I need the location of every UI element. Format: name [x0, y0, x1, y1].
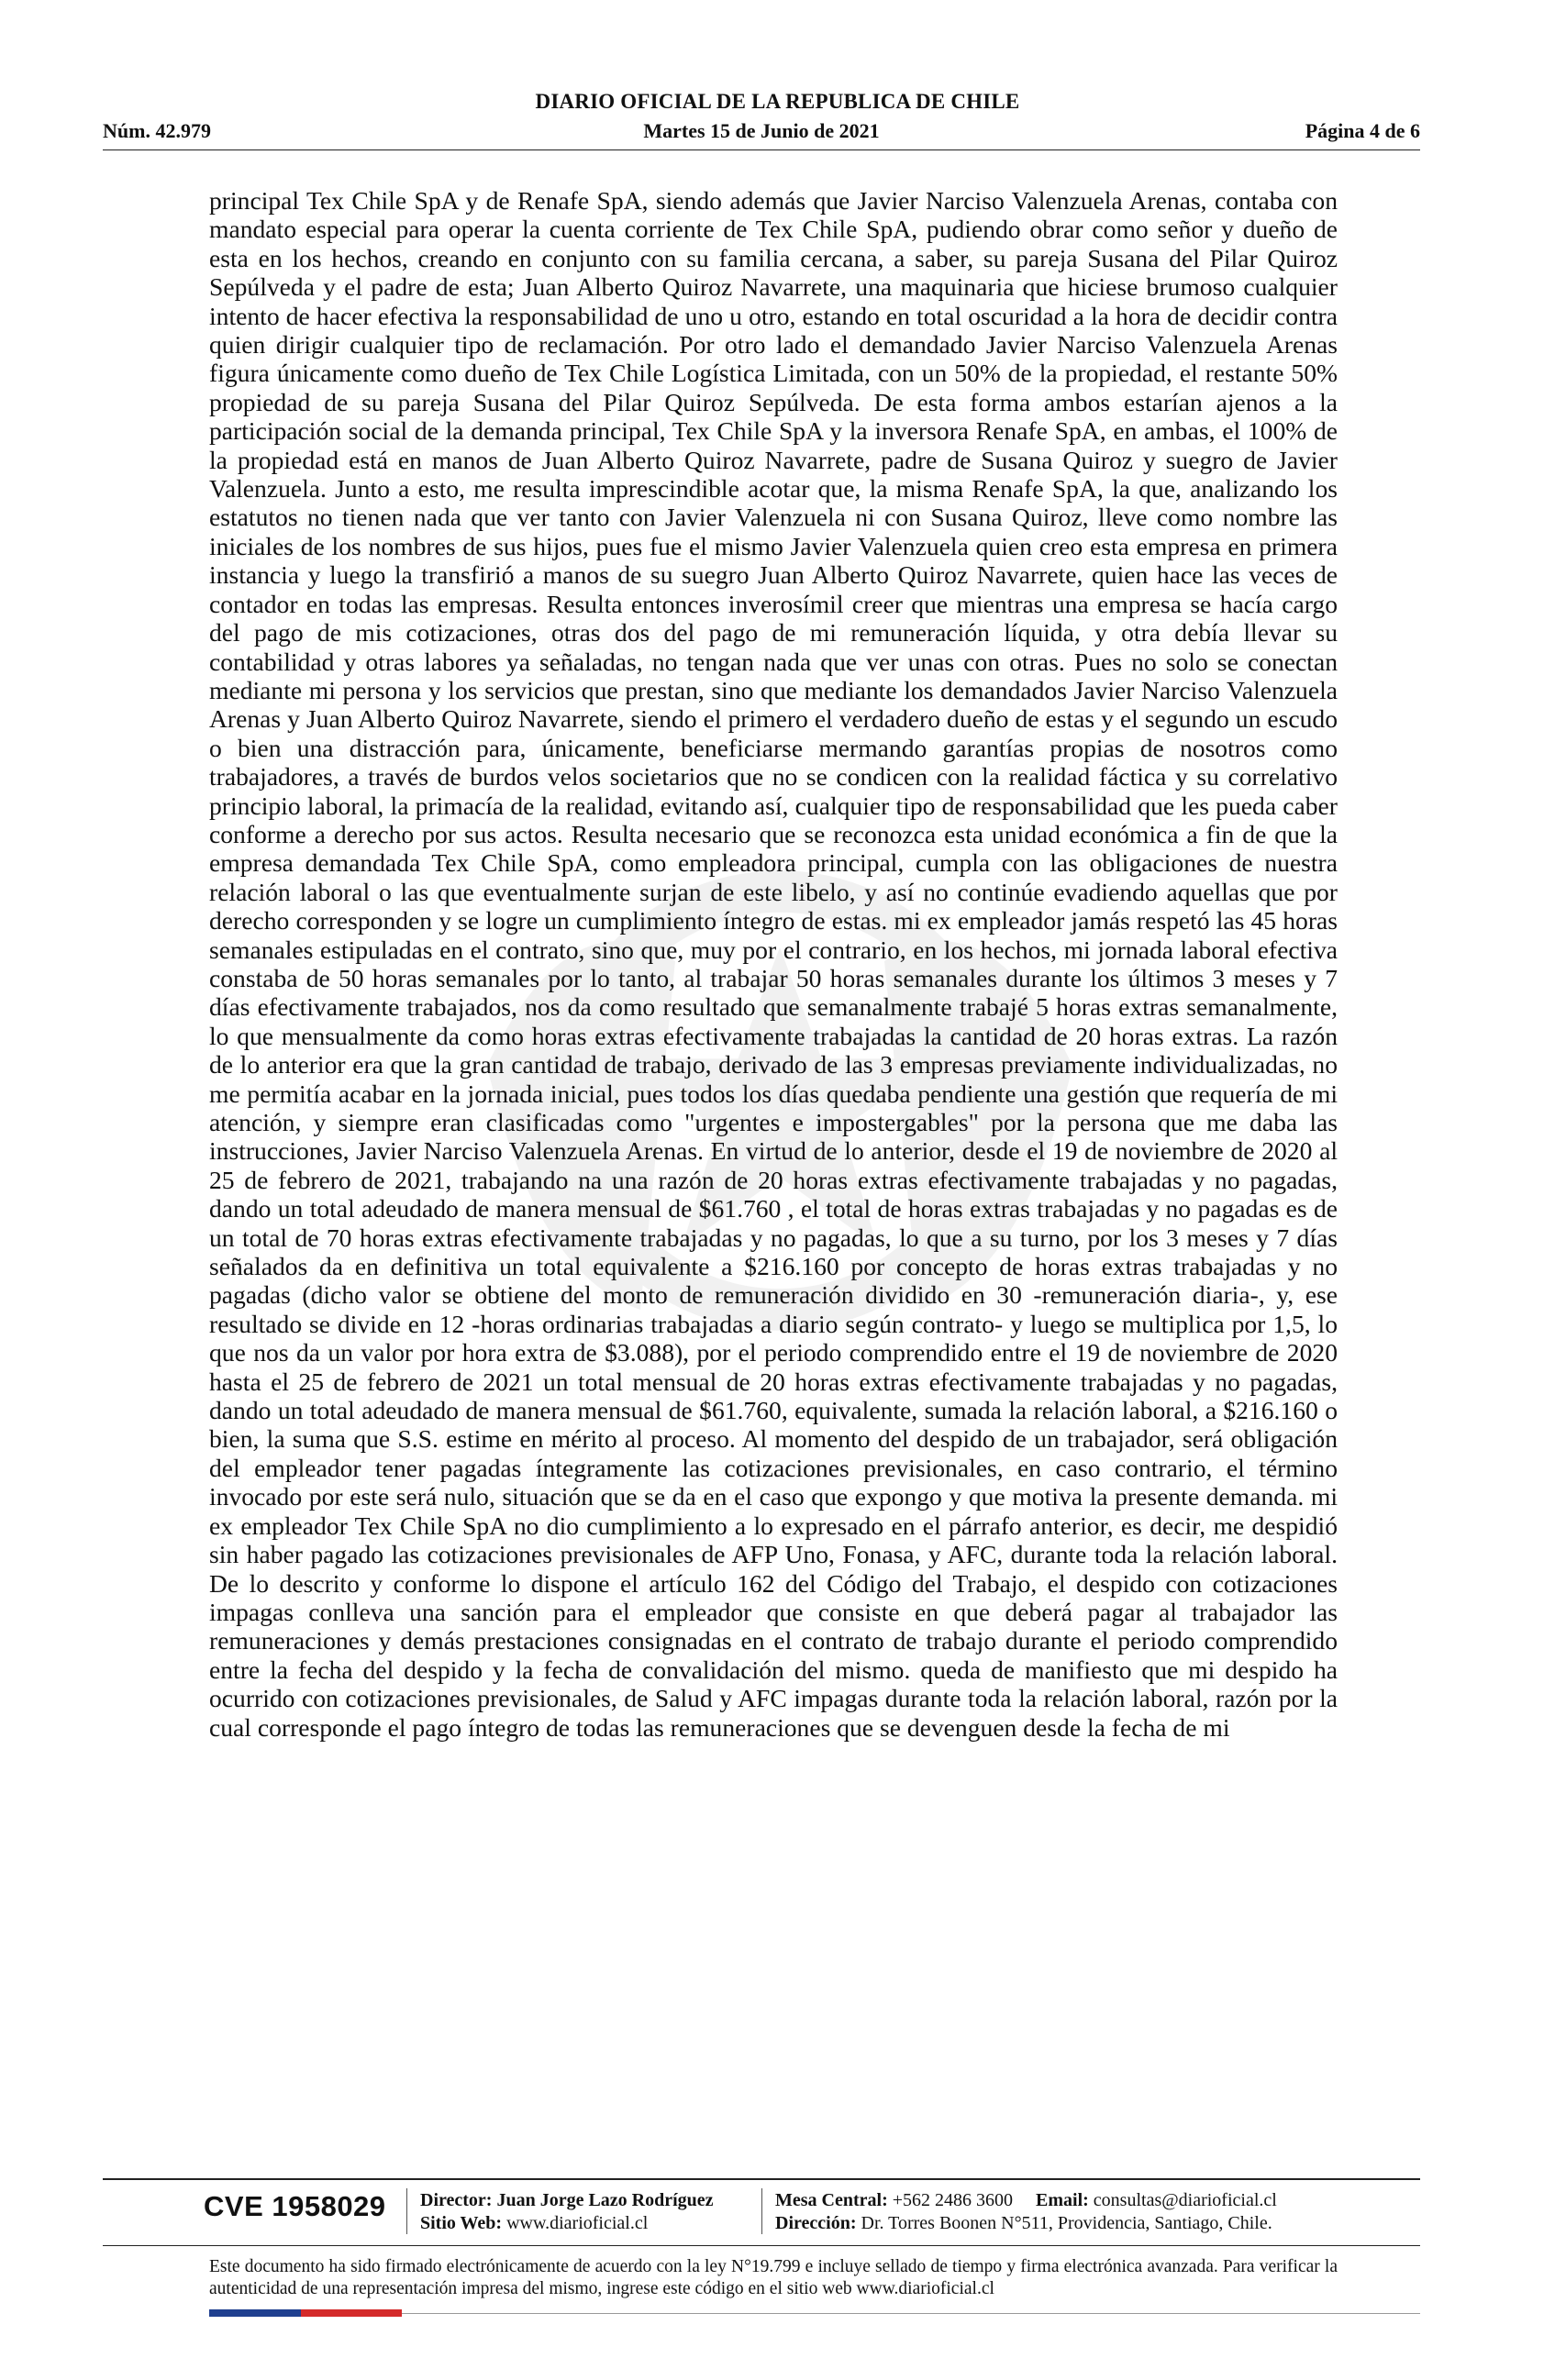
issue-number: Núm. 42.979	[103, 119, 211, 142]
website-label: Sitio Web:	[420, 2213, 503, 2233]
publication-title: DIARIO OFICIAL DE LA REPUBLICA DE CHILE	[535, 90, 1020, 113]
footer-separator	[761, 2188, 762, 2234]
document-body	[209, 186, 1338, 1742]
footer-director-block	[420, 2189, 714, 2235]
footer-divider-bottom	[402, 2313, 1420, 2314]
header-divider	[103, 149, 1420, 150]
email-link[interactable]: consultas@diarioficial.cl	[1093, 2190, 1277, 2210]
page-number: Página 4 de 6	[1305, 119, 1420, 142]
footer-divider-middle	[103, 2245, 1420, 2246]
phone-number: +562 2486 3600	[892, 2190, 1014, 2210]
body-paragraph: principal Tex Chile SpA y de Renafe SpA, siendo además que Javier Narciso Valenzuela Arenas, contaba con mandato especial para operar la cuenta corriente de Tex Chile SpA, pudiendo obrar como señor y dueño de esta en los hechos, creando en conjunto con su familia cercana, a saber, su pareja Susana del Pilar Quiroz Sepúlveda y el padre de esta; Juan Alberto Quiroz Navarrete, una maquinaria que hiciese brumoso cualquier intento de hacer efectiva la responsabilidad de uno u otro, estando en total oscuridad a la hora de decidir contra quien dirigir cualquier tipo de reclamación. Por otro lado el demandado Javier Narciso Valenzuela Arenas figura únicamente como dueño de Tex Chile Logística Limitada, con un 50% de la propiedad, el restante 50% propiedad de su pareja Susana del Pilar Quiroz Sepúlveda. De esta forma ambos estarían ajenos a la participación social de la demanda principal, Tex Chile SpA y la inversora Renafe SpA, en ambas, el 100% de la propiedad está en manos de Juan Alberto Quiroz Navarrete, padre de Susana Quiroz y suegro de Javier Valenzuela. Junto a esto, me resulta imprescindible acotar que, la misma Renafe SpA, la que, analizando los estatutos no tienen nada que ver tanto con Javier Valenzuela ni con Susana Quiroz, lleve como nombre las iniciales de los nombres de sus hijos, pues fue el mismo Javier Valenzuela quien creo esta empresa en primera instancia y luego la transfirió a manos de su suegro Juan Alberto Quiroz Navarrete, quien hace las veces de contador en todas las empresas. Resulta entonces inverosímil creer que mientras una empresa se hacía cargo del pago de mis cotizaciones, otras dos del pago de mi remuneración líquida, y otra debía llevar su contabilidad y otras labores ya señaladas, no tengan nada que ver unas con otras. Pues no solo se conectan mediante mi persona y los servicios que prestan, sino que mediante los demandados Javier Narciso Valenzuela Arenas y Juan Alberto Quiroz Navarrete, siendo el primero el verdadero dueño de estas y el segundo un escudo o bien una distracción para, únicamente, beneficiarse mermando garantías propias de nosotros como trabajadores, a través de burdos velos societarios que no se condicen con la realidad fáctica y su correlativo principio laboral, la primacía de la realidad, evitando así, cualquier tipo de responsabilidad que les pueda caber conforme a derecho por sus actos. Resulta necesario que se reconozca esta unidad económica a fin de que la empresa demandada Tex Chile SpA, como empleadora principal, cumpla con las obligaciones de nuestra relación laboral o las que eventualmente surjan de este libelo, y así no continúe evadiendo aquellas que por derecho corresponden y se logre un cumplimiento íntegro de estas. mi ex empleador jamás respetó las 45 horas semanales estipuladas en el contrato, sino que, muy por el contrario, en los hechos, mi jornada laboral efectiva constaba de 50 horas semanales por lo tanto, al trabajar 50 horas semanales durante los últimos 3 meses y 7 días efectivamente trabajados, nos da como resultado que semanalmente trabajé 5 horas extras semanalmente, lo que mensualmente da como horas extras efectivamente trabajadas la cantidad de 20 horas extras. La razón de lo anterior era que la gran cantidad de trabajo, derivado de las 3 empresas previamente individualizadas, no me permitía acabar en la jornada inicial, pues todos los días quedaba pendiente una gestión que requería de mi atención, y siempre eran clasificadas como "urgentes e impostergables" por la persona que me daba las instrucciones, Javier Narciso Valenzuela Arenas. En virtud de lo anterior, desde el 19 de noviembre de 2020 al 25 de febrero de 2021, trabajando na una razón de 20 horas extras efectivamente trabajadas y no pagadas, dando un total adeudado de manera mensual de $61.760 , el total de horas extras trabajadas y no pagadas es de un total de 70 horas extras efectivamente trabajadas y no pagadas, lo que a su turno, por los 3 meses y 7 días señalados da en definitiva un total equivalente a $216.160 por concepto de horas extras trabajadas y no pagadas (dicho valor se obtiene del monto de remuneración dividido en 30 -remuneración diaria-, y, ese resultado se divide en 12 -horas ordinarias trabajadas a diario según contrato- y luego se multiplica por 1,5, lo que nos da un valor por hora extra de $3.088), por el periodo comprendido entre el 19 de noviembre de 2020 hasta el 25 de febrero de 2021 un total mensual de 20 horas extras efectivamente trabajadas y no pagadas, dando un total adeudado de manera mensual de $61.760, equivalente, sumada la relación laboral, a $216.160 o bien, la suma que S.S. estime en mérito al proceso. Al momento del despido de un trabajador, será obligación del empleador tener pagadas íntegramente las cotizaciones previsionales, en caso contrario, el término invocado por este será nulo, situación que se da en el caso que expongo y que motiva la presente demanda. mi ex empleador Tex Chile SpA no dio cumplimiento a lo expresado en el párrafo anterior, es decir, me despidió sin haber pagado las cotizaciones previsionales de AFP Uno, Fonasa, y AFC, durante toda la relación laboral. De lo descrito y conforme lo dispone el artículo 162 del Código del Trabajo, el despido con cotizaciones impagas conlleva una sanción para el empleador que consiste en que deberá pagar al trabajador las remuneraciones y demás prestaciones consignadas en el contrato de trabajo durante el periodo comprendido entre la fecha del despido y la fecha de convalidación del mismo. queda de manifiesto que mi despido ha ocurrido con cotizaciones previsionales, de Salud y AFC impagas durante toda la relación laboral, razón por la cual corresponde el pago íntegro de todas las remuneraciones que se devenguen desde la fecha de mi	[209, 186, 1338, 1742]
website-link[interactable]: www.diarioficial.cl	[506, 2213, 649, 2233]
address-label: Dirección:	[775, 2213, 857, 2233]
phone-label: Mesa Central:	[775, 2190, 888, 2210]
cve-code: CVE 1958029	[204, 2190, 386, 2222]
footer-divider-top	[103, 2178, 1420, 2180]
director-label: Director:	[420, 2190, 493, 2210]
flag-stripe	[209, 2309, 402, 2317]
flag-red-stripe	[301, 2309, 402, 2317]
email-label: Email:	[1036, 2190, 1089, 2210]
header-row	[103, 119, 1420, 147]
footer-separator	[406, 2188, 407, 2234]
issue-date: Martes 15 de Junio de 2021	[643, 119, 880, 142]
signature-note: Este documento ha sido firmado electrónicamente de acuerdo con la ley N°19.799 e incluye sellado de tiempo y firma electrónica avanzada. Para verificar la autenticidad de una representación impresa del mismo, ingrese este código en el sitio web www.diarioficial.cl	[209, 2257, 1338, 2298]
director-name: Juan Jorge Lazo Rodríguez	[496, 2190, 714, 2210]
flag-blue-stripe	[209, 2309, 301, 2317]
address-text: Dr. Torres Boonen N°511, Providencia, Santiago, Chile.	[861, 2213, 1272, 2233]
footer-contact-block	[775, 2189, 1277, 2235]
